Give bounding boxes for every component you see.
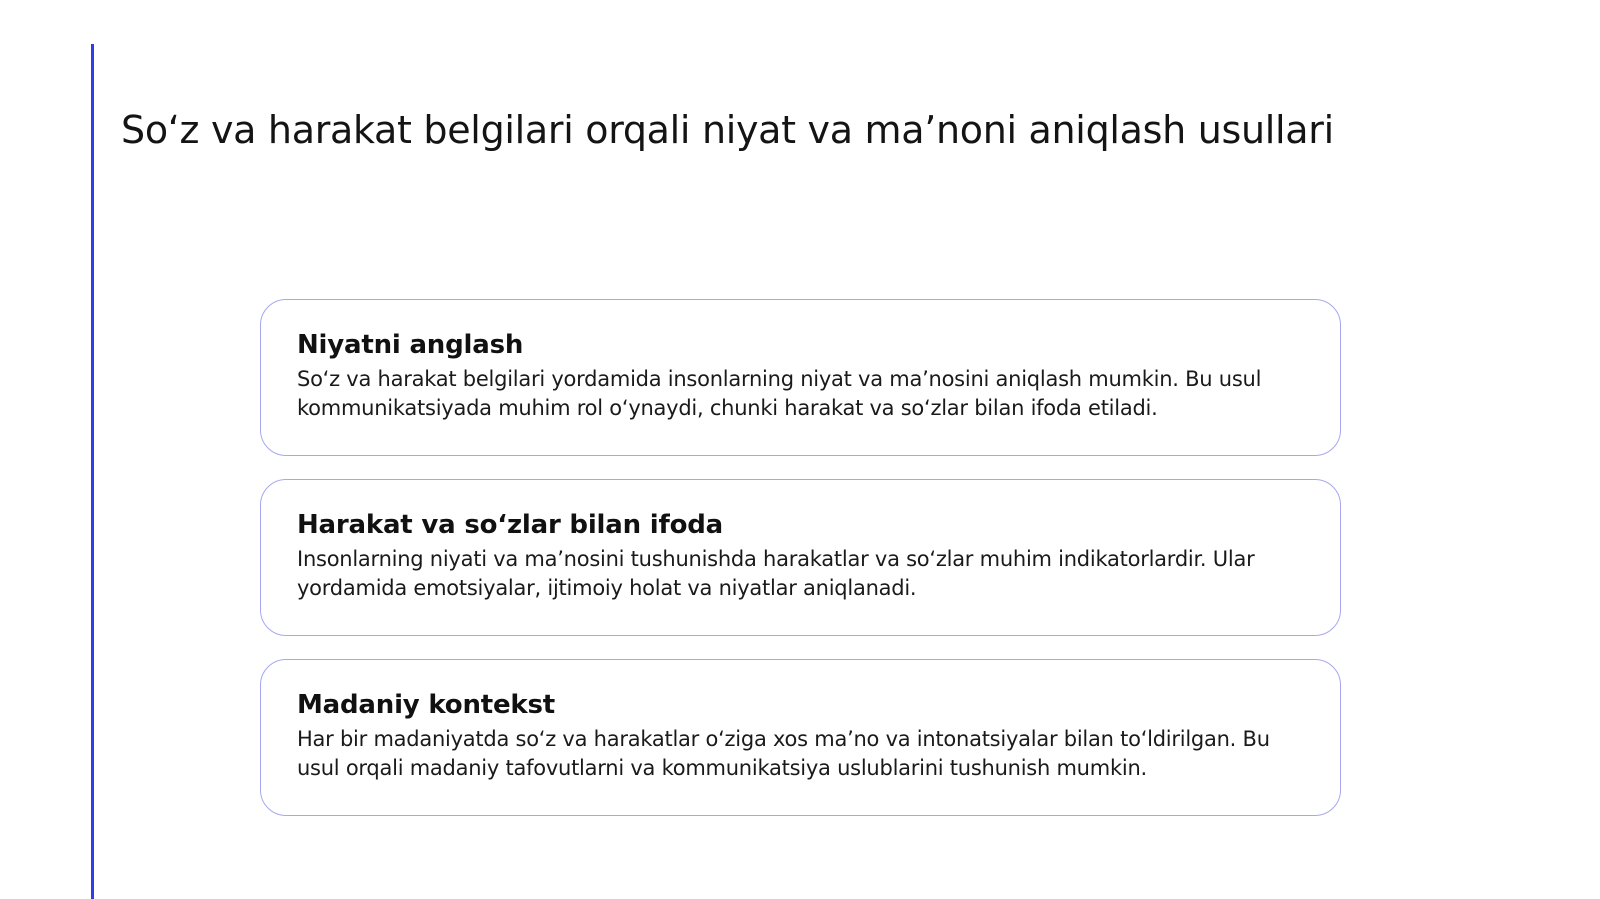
card-text: Insonlarning niyati va ma’nosini tushunishda harakatlar va so‘zlar muhim indikatorlardir. Ular yordamida emotsiyalar, ijtimoiy holat va niyatlar aniqlanadi.	[297, 547, 1255, 601]
card-text: So‘z va harakat belgilari yordamida insonlarning niyat va ma’nosini aniqlash mumkin. Bu usul kommunikatsiyada muhim rol o‘ynaydi, chunki harakat va so‘zlar bilan ifoda etiladi.	[297, 367, 1262, 421]
card-title: Madaniy kontekst	[297, 690, 556, 720]
card-title: Niyatni anglash	[297, 330, 524, 360]
slide-title: So‘z va harakat belgilari orqali niyat va ma’noni aniqlash usullari	[121, 108, 1334, 152]
card-expression	[260, 479, 1341, 636]
card-text: Har bir madaniyatda so‘z va harakatlar o‘ziga xos ma’no va intonatsiyalar bilan to‘ldirilgan. Bu usul orqali madaniy tafovutlarni va kommunikatsiya uslublarini tushunish mumkin.	[297, 727, 1270, 781]
card-list	[260, 299, 1341, 839]
card-title: Harakat va so‘zlar bilan ifoda	[297, 510, 723, 540]
card-intent	[260, 299, 1341, 456]
accent-bar	[91, 44, 94, 899]
card-cultural-context	[260, 659, 1341, 816]
